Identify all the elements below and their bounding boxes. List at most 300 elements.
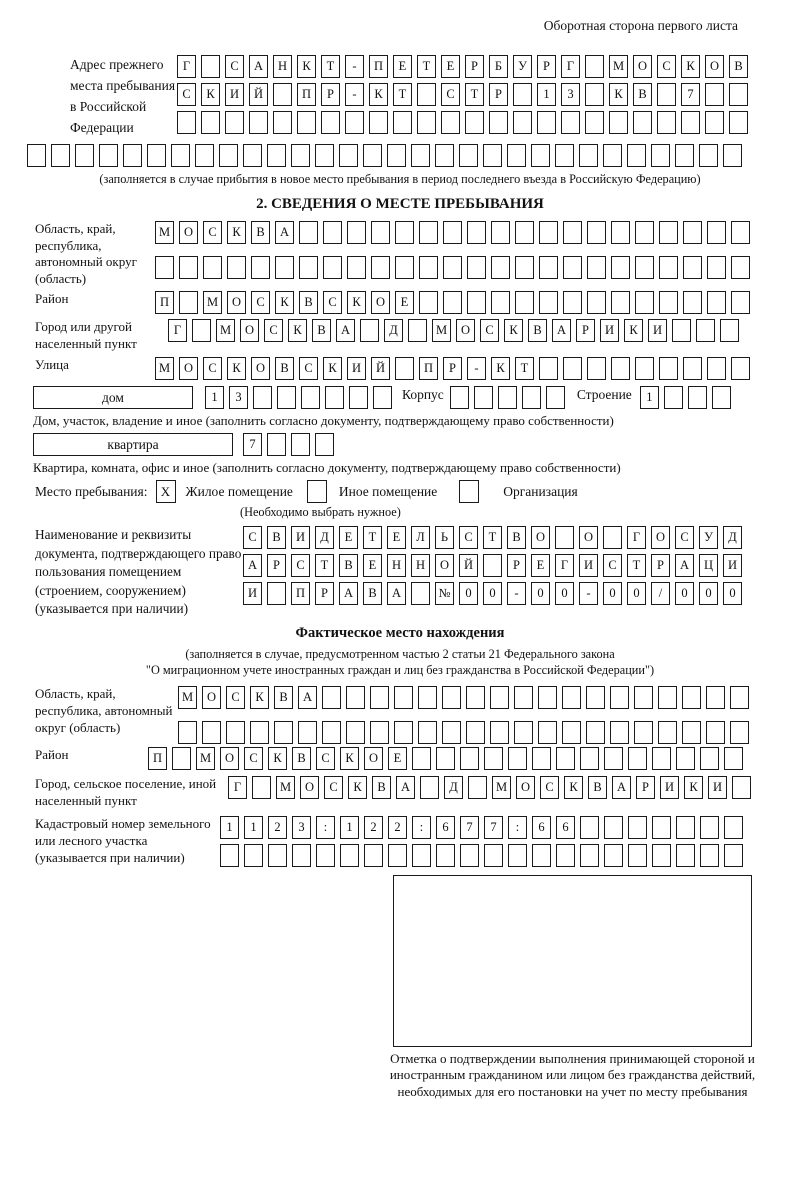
char-cell[interactable]	[635, 256, 654, 279]
char-cell[interactable]	[611, 221, 630, 244]
char-cell[interactable]	[490, 721, 509, 744]
char-cell[interactable]: О	[240, 319, 259, 342]
char-cell[interactable]	[323, 221, 342, 244]
char-cell[interactable]: М	[155, 221, 174, 244]
char-cell[interactable]: К	[288, 319, 307, 342]
char-cell[interactable]	[635, 221, 654, 244]
char-cell[interactable]: Т	[321, 55, 340, 78]
char-cell[interactable]: -	[345, 55, 364, 78]
char-cell[interactable]	[563, 221, 582, 244]
char-cell[interactable]: О	[179, 357, 198, 380]
char-cell[interactable]	[436, 844, 455, 867]
char-cell[interactable]	[682, 686, 701, 709]
char-cell[interactable]	[712, 386, 731, 409]
char-cell[interactable]	[604, 747, 623, 770]
char-cell[interactable]	[388, 844, 407, 867]
char-cell[interactable]: С	[323, 291, 342, 314]
char-cell[interactable]	[412, 844, 431, 867]
char-cell[interactable]: Н	[387, 554, 406, 577]
char-cell[interactable]: А	[243, 554, 262, 577]
char-cell[interactable]	[315, 144, 334, 167]
char-cell[interactable]: /	[651, 582, 670, 605]
char-cell[interactable]	[585, 83, 604, 106]
char-cell[interactable]	[688, 386, 707, 409]
char-cell[interactable]: М	[492, 776, 511, 799]
char-cell[interactable]: Г	[228, 776, 247, 799]
char-cell[interactable]	[610, 721, 629, 744]
char-cell[interactable]	[729, 83, 748, 106]
char-cell[interactable]: А	[396, 776, 415, 799]
char-cell[interactable]: М	[196, 747, 215, 770]
char-cell[interactable]: В	[528, 319, 547, 342]
char-cell[interactable]: 0	[627, 582, 646, 605]
char-cell[interactable]	[220, 844, 239, 867]
char-cell[interactable]: К	[564, 776, 583, 799]
char-cell[interactable]	[370, 721, 389, 744]
char-cell[interactable]	[682, 721, 701, 744]
char-cell[interactable]: В	[312, 319, 331, 342]
char-cell[interactable]	[291, 433, 310, 456]
char-cell[interactable]: 7	[681, 83, 700, 106]
char-cell[interactable]	[435, 144, 454, 167]
char-cell[interactable]: О	[179, 221, 198, 244]
char-cell[interactable]: П	[369, 55, 388, 78]
char-cell[interactable]: Р	[315, 582, 334, 605]
char-cell[interactable]: А	[675, 554, 694, 577]
char-cell[interactable]	[419, 291, 438, 314]
char-cell[interactable]	[720, 319, 739, 342]
char-cell[interactable]	[323, 256, 342, 279]
char-cell[interactable]: С	[603, 554, 622, 577]
char-cell[interactable]	[443, 256, 462, 279]
char-cell[interactable]	[562, 721, 581, 744]
char-cell[interactable]: Н	[411, 554, 430, 577]
char-cell[interactable]	[539, 357, 558, 380]
char-cell[interactable]: Г	[561, 55, 580, 78]
char-cell[interactable]	[442, 686, 461, 709]
char-cell[interactable]	[339, 144, 358, 167]
char-cell[interactable]	[292, 844, 311, 867]
char-cell[interactable]	[274, 721, 293, 744]
char-cell[interactable]: И	[579, 554, 598, 577]
char-cell[interactable]: С	[459, 526, 478, 549]
char-cell[interactable]: В	[363, 582, 382, 605]
char-cell[interactable]: Д	[444, 776, 463, 799]
char-cell[interactable]	[268, 844, 287, 867]
char-cell[interactable]	[724, 747, 743, 770]
char-cell[interactable]	[226, 721, 245, 744]
char-cell[interactable]: О	[456, 319, 475, 342]
char-cell[interactable]	[730, 721, 749, 744]
char-cell[interactable]	[443, 291, 462, 314]
char-cell[interactable]	[609, 111, 628, 134]
char-cell[interactable]: Е	[395, 291, 414, 314]
char-cell[interactable]	[537, 111, 556, 134]
char-cell[interactable]	[586, 721, 605, 744]
char-cell[interactable]: И	[648, 319, 667, 342]
char-cell[interactable]: В	[372, 776, 391, 799]
char-cell[interactable]	[587, 221, 606, 244]
char-cell[interactable]: А	[275, 221, 294, 244]
char-cell[interactable]	[394, 686, 413, 709]
char-cell[interactable]: 0	[603, 582, 622, 605]
char-cell[interactable]	[155, 256, 174, 279]
char-cell[interactable]: С	[251, 291, 270, 314]
char-cell[interactable]	[707, 357, 726, 380]
char-cell[interactable]	[346, 686, 365, 709]
char-cell[interactable]: О	[579, 526, 598, 549]
char-cell[interactable]	[633, 111, 652, 134]
char-cell[interactable]	[442, 721, 461, 744]
char-cell[interactable]: О	[705, 55, 724, 78]
char-cell[interactable]	[395, 221, 414, 244]
char-cell[interactable]	[563, 291, 582, 314]
char-cell[interactable]	[658, 721, 677, 744]
char-cell[interactable]	[192, 319, 211, 342]
char-cell[interactable]: С	[441, 83, 460, 106]
char-cell[interactable]: Е	[363, 554, 382, 577]
char-cell[interactable]: Р	[507, 554, 526, 577]
char-cell[interactable]: 7	[243, 433, 262, 456]
char-cell[interactable]: Т	[515, 357, 534, 380]
char-cell[interactable]: О	[531, 526, 550, 549]
char-cell[interactable]	[610, 686, 629, 709]
char-cell[interactable]: А	[387, 582, 406, 605]
char-cell[interactable]	[267, 582, 286, 605]
char-cell[interactable]: 0	[723, 582, 742, 605]
char-cell[interactable]	[732, 776, 751, 799]
char-cell[interactable]: О	[202, 686, 221, 709]
char-cell[interactable]: С	[291, 554, 310, 577]
char-cell[interactable]: И	[723, 554, 742, 577]
char-cell[interactable]	[563, 357, 582, 380]
char-cell[interactable]	[611, 256, 630, 279]
char-cell[interactable]	[27, 144, 46, 167]
char-cell[interactable]: М	[609, 55, 628, 78]
char-cell[interactable]	[373, 386, 392, 409]
char-cell[interactable]: Л	[411, 526, 430, 549]
char-cell[interactable]	[420, 776, 439, 799]
char-cell[interactable]: С	[540, 776, 559, 799]
char-cell[interactable]	[490, 686, 509, 709]
char-cell[interactable]	[699, 144, 718, 167]
char-cell[interactable]	[731, 256, 750, 279]
char-cell[interactable]	[243, 144, 262, 167]
char-cell[interactable]: О	[251, 357, 270, 380]
char-cell[interactable]: Р	[267, 554, 286, 577]
char-cell[interactable]	[147, 144, 166, 167]
char-cell[interactable]: О	[227, 291, 246, 314]
char-cell[interactable]: О	[633, 55, 652, 78]
char-cell[interactable]	[556, 844, 575, 867]
char-cell[interactable]	[393, 111, 412, 134]
char-cell[interactable]: 1	[537, 83, 556, 106]
char-cell[interactable]: А	[249, 55, 268, 78]
char-cell[interactable]	[345, 111, 364, 134]
char-cell[interactable]: С	[675, 526, 694, 549]
char-cell[interactable]: Т	[483, 526, 502, 549]
char-cell[interactable]	[707, 221, 726, 244]
char-cell[interactable]: Н	[273, 55, 292, 78]
char-cell[interactable]	[705, 83, 724, 106]
char-cell[interactable]: Е	[387, 526, 406, 549]
char-cell[interactable]	[395, 357, 414, 380]
char-cell[interactable]: Т	[465, 83, 484, 106]
char-cell[interactable]: А	[339, 582, 358, 605]
char-cell[interactable]	[555, 526, 574, 549]
zhiloe-checkbox[interactable]: X	[156, 480, 176, 503]
char-cell[interactable]: Р	[443, 357, 462, 380]
char-cell[interactable]: В	[729, 55, 748, 78]
char-cell[interactable]: И	[660, 776, 679, 799]
char-cell[interactable]	[513, 111, 532, 134]
char-cell[interactable]: И	[243, 582, 262, 605]
char-cell[interactable]	[659, 256, 678, 279]
char-cell[interactable]: Е	[388, 747, 407, 770]
char-cell[interactable]: У	[699, 526, 718, 549]
char-cell[interactable]: В	[251, 221, 270, 244]
char-cell[interactable]	[498, 386, 517, 409]
char-cell[interactable]: М	[203, 291, 222, 314]
char-cell[interactable]	[491, 291, 510, 314]
dom-box[interactable]: дом	[33, 386, 193, 409]
char-cell[interactable]	[531, 144, 550, 167]
char-cell[interactable]	[585, 111, 604, 134]
char-cell[interactable]: О	[364, 747, 383, 770]
char-cell[interactable]	[322, 721, 341, 744]
char-cell[interactable]: И	[347, 357, 366, 380]
char-cell[interactable]	[253, 386, 272, 409]
char-cell[interactable]	[659, 357, 678, 380]
char-cell[interactable]	[203, 256, 222, 279]
char-cell[interactable]: С	[480, 319, 499, 342]
char-cell[interactable]: К	[348, 776, 367, 799]
char-cell[interactable]: Р	[489, 83, 508, 106]
char-cell[interactable]	[515, 291, 534, 314]
char-cell[interactable]: К	[684, 776, 703, 799]
char-cell[interactable]	[676, 747, 695, 770]
char-cell[interactable]: К	[624, 319, 643, 342]
char-cell[interactable]: 2	[388, 816, 407, 839]
char-cell[interactable]: В	[588, 776, 607, 799]
char-cell[interactable]	[273, 111, 292, 134]
char-cell[interactable]	[349, 386, 368, 409]
char-cell[interactable]	[514, 721, 533, 744]
char-cell[interactable]	[563, 256, 582, 279]
char-cell[interactable]: И	[291, 526, 310, 549]
char-cell[interactable]: Е	[339, 526, 358, 549]
char-cell[interactable]: С	[203, 357, 222, 380]
char-cell[interactable]	[700, 816, 719, 839]
char-cell[interactable]	[325, 386, 344, 409]
char-cell[interactable]	[491, 256, 510, 279]
char-cell[interactable]: 0	[699, 582, 718, 605]
char-cell[interactable]	[676, 816, 695, 839]
char-cell[interactable]: :	[316, 816, 335, 839]
char-cell[interactable]	[532, 747, 551, 770]
char-cell[interactable]	[412, 747, 431, 770]
char-cell[interactable]	[706, 721, 725, 744]
char-cell[interactable]: У	[513, 55, 532, 78]
char-cell[interactable]: А	[552, 319, 571, 342]
char-cell[interactable]: Д	[384, 319, 403, 342]
char-cell[interactable]: 6	[556, 816, 575, 839]
char-cell[interactable]	[652, 844, 671, 867]
char-cell[interactable]	[724, 816, 743, 839]
char-cell[interactable]: О	[300, 776, 319, 799]
char-cell[interactable]	[723, 144, 742, 167]
char-cell[interactable]: 0	[459, 582, 478, 605]
char-cell[interactable]	[51, 144, 70, 167]
char-cell[interactable]	[611, 291, 630, 314]
char-cell[interactable]: К	[681, 55, 700, 78]
char-cell[interactable]	[99, 144, 118, 167]
char-cell[interactable]: К	[369, 83, 388, 106]
char-cell[interactable]	[267, 433, 286, 456]
char-cell[interactable]	[634, 721, 653, 744]
char-cell[interactable]	[177, 111, 196, 134]
char-cell[interactable]: М	[155, 357, 174, 380]
char-cell[interactable]: К	[268, 747, 287, 770]
char-cell[interactable]: 3	[229, 386, 248, 409]
char-cell[interactable]: О	[220, 747, 239, 770]
char-cell[interactable]: С	[657, 55, 676, 78]
char-cell[interactable]	[291, 144, 310, 167]
char-cell[interactable]: №	[435, 582, 454, 605]
char-cell[interactable]	[562, 686, 581, 709]
char-cell[interactable]: И	[225, 83, 244, 106]
char-cell[interactable]: В	[275, 357, 294, 380]
char-cell[interactable]	[297, 111, 316, 134]
char-cell[interactable]: О	[371, 291, 390, 314]
char-cell[interactable]: Д	[723, 526, 742, 549]
char-cell[interactable]	[724, 844, 743, 867]
char-cell[interactable]	[580, 844, 599, 867]
char-cell[interactable]	[467, 291, 486, 314]
char-cell[interactable]: К	[227, 357, 246, 380]
char-cell[interactable]	[513, 83, 532, 106]
char-cell[interactable]	[321, 111, 340, 134]
char-cell[interactable]	[301, 386, 320, 409]
char-cell[interactable]: О	[435, 554, 454, 577]
char-cell[interactable]	[522, 386, 541, 409]
char-cell[interactable]	[370, 686, 389, 709]
char-cell[interactable]	[651, 144, 670, 167]
char-cell[interactable]	[340, 844, 359, 867]
char-cell[interactable]	[347, 221, 366, 244]
char-cell[interactable]: Т	[393, 83, 412, 106]
char-cell[interactable]	[580, 747, 599, 770]
char-cell[interactable]: С	[203, 221, 222, 244]
char-cell[interactable]: С	[299, 357, 318, 380]
char-cell[interactable]: 1	[640, 386, 659, 409]
char-cell[interactable]: М	[276, 776, 295, 799]
char-cell[interactable]	[489, 111, 508, 134]
char-cell[interactable]: Д	[315, 526, 334, 549]
char-cell[interactable]	[546, 386, 565, 409]
char-cell[interactable]: 3	[561, 83, 580, 106]
char-cell[interactable]: -	[467, 357, 486, 380]
char-cell[interactable]	[411, 144, 430, 167]
char-cell[interactable]	[346, 721, 365, 744]
char-cell[interactable]	[436, 747, 455, 770]
char-cell[interactable]: В	[292, 747, 311, 770]
char-cell[interactable]: Г	[627, 526, 646, 549]
char-cell[interactable]	[201, 55, 220, 78]
char-cell[interactable]: Е	[531, 554, 550, 577]
char-cell[interactable]	[474, 386, 493, 409]
char-cell[interactable]: Е	[441, 55, 460, 78]
char-cell[interactable]	[707, 291, 726, 314]
char-cell[interactable]	[683, 221, 702, 244]
char-cell[interactable]	[556, 747, 575, 770]
char-cell[interactable]: П	[155, 291, 174, 314]
char-cell[interactable]: -	[507, 582, 526, 605]
char-cell[interactable]	[681, 111, 700, 134]
char-cell[interactable]	[250, 721, 269, 744]
char-cell[interactable]: В	[274, 686, 293, 709]
char-cell[interactable]	[225, 111, 244, 134]
char-cell[interactable]: 2	[364, 816, 383, 839]
char-cell[interactable]	[315, 433, 334, 456]
char-cell[interactable]	[508, 747, 527, 770]
char-cell[interactable]: Е	[393, 55, 412, 78]
char-cell[interactable]: П	[291, 582, 310, 605]
char-cell[interactable]	[675, 144, 694, 167]
char-cell[interactable]	[555, 144, 574, 167]
char-cell[interactable]	[171, 144, 190, 167]
char-cell[interactable]	[387, 144, 406, 167]
char-cell[interactable]	[587, 357, 606, 380]
kvartira-box[interactable]: квартира	[33, 433, 233, 456]
char-cell[interactable]	[634, 686, 653, 709]
char-cell[interactable]: К	[250, 686, 269, 709]
char-cell[interactable]	[484, 844, 503, 867]
char-cell[interactable]	[604, 844, 623, 867]
char-cell[interactable]: Г	[555, 554, 574, 577]
char-cell[interactable]: Б	[489, 55, 508, 78]
char-cell[interactable]	[706, 686, 725, 709]
char-cell[interactable]	[298, 721, 317, 744]
char-cell[interactable]	[299, 256, 318, 279]
char-cell[interactable]: А	[612, 776, 631, 799]
char-cell[interactable]	[467, 256, 486, 279]
char-cell[interactable]: П	[419, 357, 438, 380]
inoe-checkbox[interactable]	[307, 480, 327, 503]
char-cell[interactable]	[465, 111, 484, 134]
char-cell[interactable]	[628, 816, 647, 839]
char-cell[interactable]	[628, 844, 647, 867]
char-cell[interactable]	[202, 721, 221, 744]
char-cell[interactable]	[604, 816, 623, 839]
char-cell[interactable]	[731, 357, 750, 380]
char-cell[interactable]: 1	[244, 816, 263, 839]
char-cell[interactable]	[683, 357, 702, 380]
char-cell[interactable]: 0	[483, 582, 502, 605]
char-cell[interactable]	[408, 319, 427, 342]
char-cell[interactable]	[75, 144, 94, 167]
char-cell[interactable]	[227, 256, 246, 279]
char-cell[interactable]: С	[226, 686, 245, 709]
char-cell[interactable]	[371, 256, 390, 279]
char-cell[interactable]	[676, 844, 695, 867]
char-cell[interactable]: М	[432, 319, 451, 342]
char-cell[interactable]: В	[339, 554, 358, 577]
char-cell[interactable]: 0	[675, 582, 694, 605]
char-cell[interactable]: 7	[484, 816, 503, 839]
char-cell[interactable]	[244, 844, 263, 867]
char-cell[interactable]	[579, 144, 598, 167]
